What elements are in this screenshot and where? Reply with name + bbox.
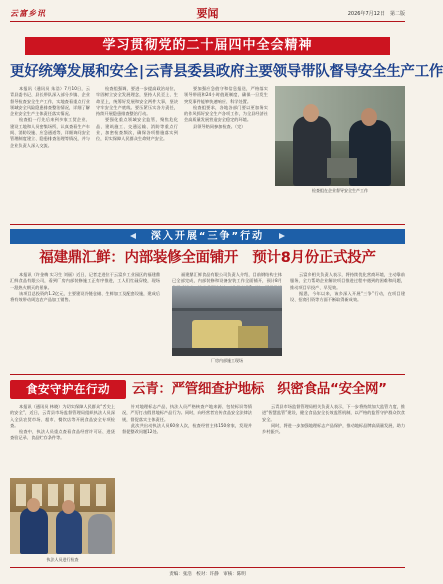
- article3-column-1: [10, 404, 115, 476]
- action-banner: [10, 229, 405, 244]
- article1-headline[interactable]: [10, 62, 443, 82]
- article2-column-1: [10, 272, 160, 370]
- article2-column-2: [172, 272, 282, 286]
- article1-paragraph: 本报讯（通讯员 朱浩）7月10日，云青县委书记、县长带队深入部分乡镇、企业督导检查安全生产工作，实地查看重点行业领域安全风险隐患排查整治情况，详细了解企业安全生产主体责任落实情况。: [10, 86, 90, 117]
- issue-date: 2026年7月12日 第二版: [347, 10, 405, 17]
- article1-paragraph: 要强化重点领域安全监管，聚焦危化品、建筑施工、交通运输、消防等重点行业，加密检查频次，确保各项措施落实到位，切实保障人民群众生命财产安全。: [96, 117, 178, 142]
- article3-paragraph: 此次共出动执法人员60余人次，检查经营主体150余家，发现并督促整改问题12处。: [122, 422, 252, 435]
- article3-paragraph: 同时，将进一步加强地理标志产品保护，推动地标品牌高质量发展，助力乡村振兴。: [262, 422, 406, 435]
- article2-headline[interactable]: 福建鼎汇鲜：内部装修全面铺开 预计8月份正式投产: [39, 250, 376, 266]
- editor-credits: 责编：张浩 校对：许静 审核：陈明: [169, 572, 246, 577]
- article1-headline-b: 云青县委县政府主要领导带队督导安全生产工作: [144, 64, 443, 80]
- article3-headline[interactable]: 云青：严管细查护地标 织密食品“安全网”: [132, 381, 387, 397]
- arrow-right-icon: [279, 233, 285, 239]
- article2-paragraph: 福建鼎汇鲜食品有限公司负责人介绍，目前钢结构主体已全部完成，内部装修和设备安装工作全面铺开，预计8月: [172, 272, 282, 284]
- article2-paragraph: 据悉，今年以来，该乡深入开展“三争”行动，在项目建设、招商引资等方面不断取得新成效。: [290, 290, 405, 303]
- food-safety-tag: 食安守护在行动: [10, 380, 126, 399]
- article1-paragraph: 检查组要求，各地各部门要以更加务实的作风抓好安全生产各项工作，为全县经济社会高质量发展营造安全稳定的环境。: [184, 104, 268, 123]
- article2-photo-caption: 厂房内部施工现场: [211, 358, 243, 363]
- article2-paragraph: 本报讯（许金梅 实习生 刘丽）近日，记者走进位于云富乡工业园区的福建鼎汇鲜食品有限公司，看到厂房内部装修施工正有序推进，工人们忙碌穿梭，现场一派热火朝天的景象。: [10, 272, 160, 290]
- footer-rule: [10, 567, 405, 568]
- article2-paragraph: 该项目总投资约1.2亿元，主要建设冷链仓储、生鲜加工及配套设施，建成后将有效带动周边农产品加工销售。: [10, 290, 160, 303]
- article1-photo[interactable]: [275, 86, 405, 186]
- section-divider: [10, 224, 405, 225]
- article3-paragraph: 检查中，执法人员重点查看食品经营许可证、进货查验记录、食品贮存条件等。: [10, 429, 115, 441]
- article1-column-1: [10, 86, 90, 221]
- article3-photo[interactable]: [10, 478, 115, 554]
- article3-photo-caption: 执法人员进行检查: [46, 557, 79, 562]
- article2-photo[interactable]: [172, 286, 282, 356]
- masthead-rule: [10, 21, 405, 22]
- article1-column-3: [184, 86, 268, 221]
- article2-column-3: [290, 272, 405, 370]
- theme-banner: 学习贯彻党的二十届四中全会精神: [25, 37, 390, 55]
- article1-paragraph: 县领导陪同参加检查。（完）: [193, 123, 246, 129]
- article3-paragraph: 本报讯（通讯员 林晓）为切实保障人民群众“舌尖上的安全”，近日，云青县市场监督管理局组织执法人员深入全县农贸市场、超市、餐饮店等开展食品安全专项检查。: [10, 404, 115, 428]
- article1-column-2: [96, 86, 178, 221]
- masthead: [10, 6, 405, 20]
- section-divider: [10, 374, 405, 375]
- article3-column-2: [122, 404, 252, 564]
- article1-photo-caption: 检查组在企业督导安全生产工作: [312, 188, 368, 193]
- article3-column-3: [262, 404, 405, 564]
- article1-headline-a: 更好统筹发展和安全: [10, 64, 138, 80]
- article2-paragraph: 云富乡相关负责人表示，将持续优化营商环境，主动靠前服务，全力帮助企业解决项目推进过程中遇到的困难和问题，推动项目早投产、早见效。: [290, 272, 405, 290]
- article3-paragraph: 云青县市场监督管理局相关负责人表示，下一步将持续加大监管力度，推进“智慧监管”建设，健全食品安全长效监管机制，以严格的监管守护群众饮食安全。: [262, 404, 406, 422]
- paper-name: 云富乡讯: [10, 8, 46, 18]
- action-banner-text: 深入开展“三争”行动: [150, 231, 265, 242]
- article1-paragraph: 检查组强调，要进一步提高政治站位，牢固树立安全发展理念，坚持人民至上、生命至上，统筹好发展和安全两件大事，坚决守牢安全生产底线。要压紧压实各方责任，持续开展隐患排查整治行动。: [96, 86, 178, 117]
- article3-paragraph: 针对地理标志产品，执法人员严格核查产地来源、包装标识等情况，严厉打击假冒地标产品行为。同时，向经营者宣传食品安全法律法规，督促落实主体责任。: [122, 404, 252, 422]
- headline-separator: |: [138, 64, 144, 80]
- section-title: 要闻: [196, 7, 219, 20]
- article1-paragraph: 检查组一行先后来到多家工贸企业、建设工地和人员密集场所，认真查看生产车间、消防设施、应急通道等，详细询问安全管理制度建立、隐患排查治理等情况，并与企业负责人深入交流。: [10, 117, 90, 148]
- article1-paragraph: 要加强应急值守和信息报送，严格落实领导带班和24小时值班制度，确保一旦发生突发事件能够快速响应、科学处置。: [184, 86, 268, 104]
